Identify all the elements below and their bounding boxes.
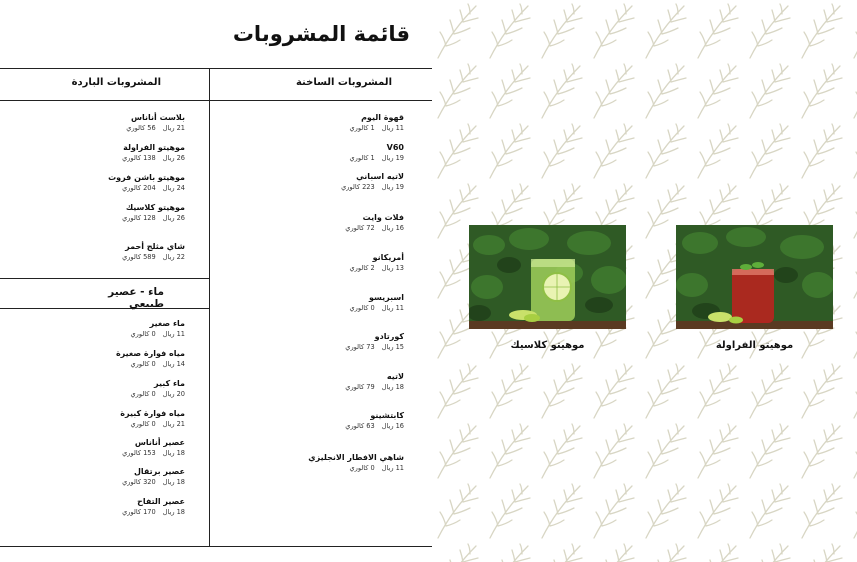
menu-item: عصير التفاح 18 ريال170 كالوري [122, 497, 185, 516]
classic-mojito-photo [469, 225, 626, 329]
menu-item: موهيتو باشن فروت 24 ريال204 كالوري [108, 173, 185, 192]
header-bottom-divider [0, 100, 432, 101]
menu-title: قائمة المشروبات [232, 22, 410, 46]
menu-item: عصير أناناس 18 ريال153 كالوري [122, 438, 185, 457]
hot-drinks-heading: المشروبات الساخنة [295, 77, 392, 88]
menu-item: قهوة اليوم 11 ريال1 كالوري [349, 113, 404, 132]
menu-item: موهيتو كلاسيك 26 ريال128 كالوري [122, 203, 185, 222]
menu-item: شاي مثلج أحمر 22 ريال589 كالوري [122, 242, 185, 261]
menu-item: مياه فوارة كبيرة 21 ريال0 كالوري [120, 409, 185, 428]
cold-drinks-heading: المشروبات الباردة [71, 77, 161, 88]
menu-item: عصير برتقال 18 ريال320 كالوري [122, 467, 185, 486]
menu-item: اسبريسو 11 ريال0 كالوري [349, 293, 404, 312]
menu-item: لاتيه اسباني 19 ريال223 كالوري [341, 172, 404, 191]
menu-item: بلاست أناناس 21 ريال56 كالوري [126, 113, 185, 132]
strawberry-mojito-photo [676, 225, 833, 329]
water-juice-heading: ماء - عصير طبيعي [108, 286, 164, 310]
menu-item: ماء كبير 20 ريال0 كالوري [130, 379, 185, 398]
strawberry-mojito-caption: موهيتو الفراولة [715, 340, 794, 351]
section-top-divider [0, 278, 209, 279]
menu-item: V60 19 ريال1 كالوري [349, 143, 404, 162]
menu-item: فلات وايت 16 ريال72 كالوري [345, 213, 404, 232]
menu-item: مياه فوارة صغيرة 14 ريال0 كالوري [115, 349, 185, 368]
menu-item: ماء صغير 11 ريال0 كالوري [130, 319, 185, 338]
menu-item: أمريكانو 13 ريال2 كالوري [349, 253, 404, 272]
menu-item: لاتيه 18 ريال79 كالوري [345, 372, 404, 391]
classic-mojito-caption: موهيتو كلاسيك [510, 340, 585, 351]
menu-item: موهيتو الفراولة 26 ريال138 كالوري [122, 143, 185, 162]
footer-divider [0, 546, 432, 547]
menu-item: كابتشينو 16 ريال63 كالوري [345, 411, 404, 430]
menu-item: كورتادو 15 ريال73 كالوري [345, 332, 404, 351]
column-divider [209, 68, 210, 546]
menu-item: شاهي الافطار الانجليزي 11 ريال0 كالوري [308, 453, 404, 472]
header-top-divider [0, 68, 432, 69]
